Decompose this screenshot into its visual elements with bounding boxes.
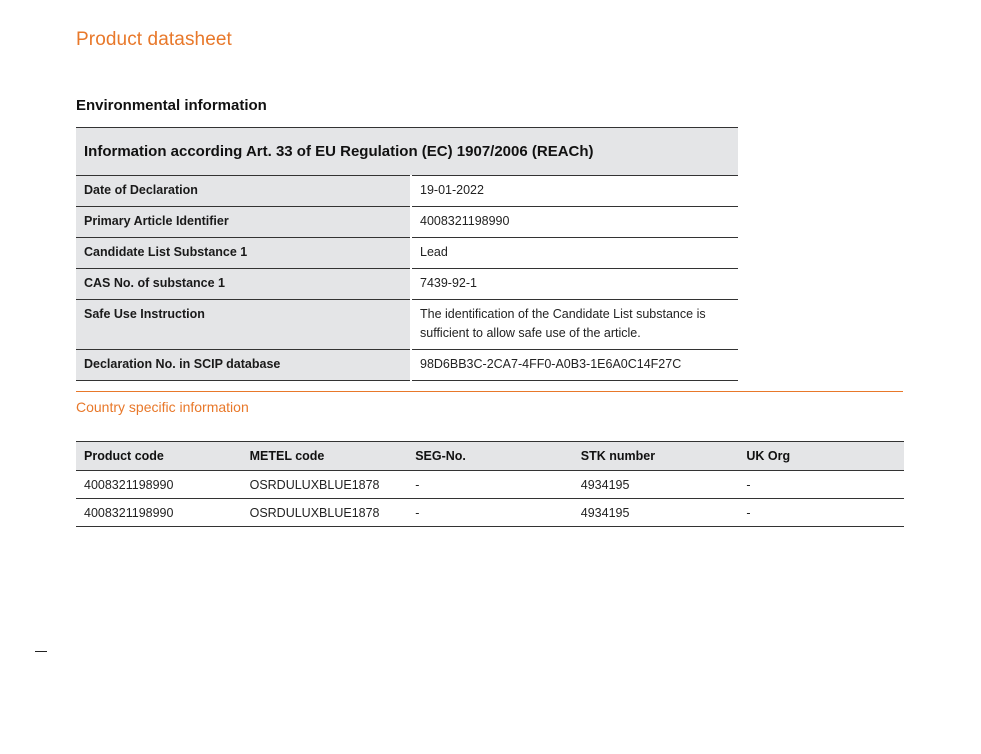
- country-table: [76, 441, 904, 527]
- cell-seg-no: -: [407, 499, 573, 527]
- cell-product-code: 4008321198990: [76, 499, 242, 527]
- row-value-cas-no: 7439-92-1: [411, 269, 738, 300]
- table-header-row: [76, 442, 904, 471]
- row-value-scip-declaration-no: 98D6BB3C-2CA7-4FF0-A0B3-1E6A0C14F27C: [411, 350, 738, 381]
- document-title: Product datasheet: [76, 29, 232, 50]
- cell-seg-no: -: [407, 471, 573, 499]
- cell-uk-org: -: [738, 499, 904, 527]
- reach-caption-row: [76, 128, 738, 176]
- row-label-date-of-declaration: Date of Declaration: [76, 176, 411, 207]
- column-header-metel-code: METEL code: [242, 442, 408, 471]
- row-value-candidate-list-substance: Lead: [411, 238, 738, 269]
- table-row: [76, 238, 738, 269]
- row-label-primary-article-identifier: Primary Article Identifier: [76, 207, 411, 238]
- table-row: [76, 269, 738, 300]
- row-label-candidate-list-substance: Candidate List Substance 1: [76, 238, 411, 269]
- page-margin-mark: [35, 651, 47, 652]
- row-value-primary-article-identifier: 4008321198990: [411, 207, 738, 238]
- row-value-safe-use-instruction: The identification of the Candidate List substance is sufficient to allow safe use of the article.: [411, 300, 738, 350]
- row-value-date-of-declaration: 19-01-2022: [411, 176, 738, 207]
- column-header-seg-no: SEG-No.: [407, 442, 573, 471]
- table-row: [76, 176, 738, 207]
- cell-metel-code: OSRDULUXBLUE1878: [242, 499, 408, 527]
- section-divider: [76, 391, 903, 392]
- table-row: [76, 300, 738, 350]
- table-row: [76, 207, 738, 238]
- table-row: [76, 350, 738, 381]
- reach-table: [76, 127, 738, 381]
- table-row: [76, 499, 904, 527]
- cell-stk-number: 4934195: [573, 499, 739, 527]
- cell-uk-org: -: [738, 471, 904, 499]
- section-heading-country: Country specific information: [76, 399, 249, 415]
- cell-stk-number: 4934195: [573, 471, 739, 499]
- table-row: [76, 471, 904, 499]
- column-header-uk-org: UK Org: [738, 442, 904, 471]
- cell-metel-code: OSRDULUXBLUE1878: [242, 471, 408, 499]
- row-label-cas-no: CAS No. of substance 1: [76, 269, 411, 300]
- column-header-product-code: Product code: [76, 442, 242, 471]
- row-label-safe-use-instruction: Safe Use Instruction: [76, 300, 411, 350]
- column-header-stk-number: STK number: [573, 442, 739, 471]
- cell-product-code: 4008321198990: [76, 471, 242, 499]
- section-heading-environmental: Environmental information: [76, 97, 267, 114]
- reach-caption: Information according Art. 33 of EU Regulation (EC) 1907/2006 (REACh): [76, 128, 738, 176]
- row-label-scip-declaration-no: Declaration No. in SCIP database: [76, 350, 411, 381]
